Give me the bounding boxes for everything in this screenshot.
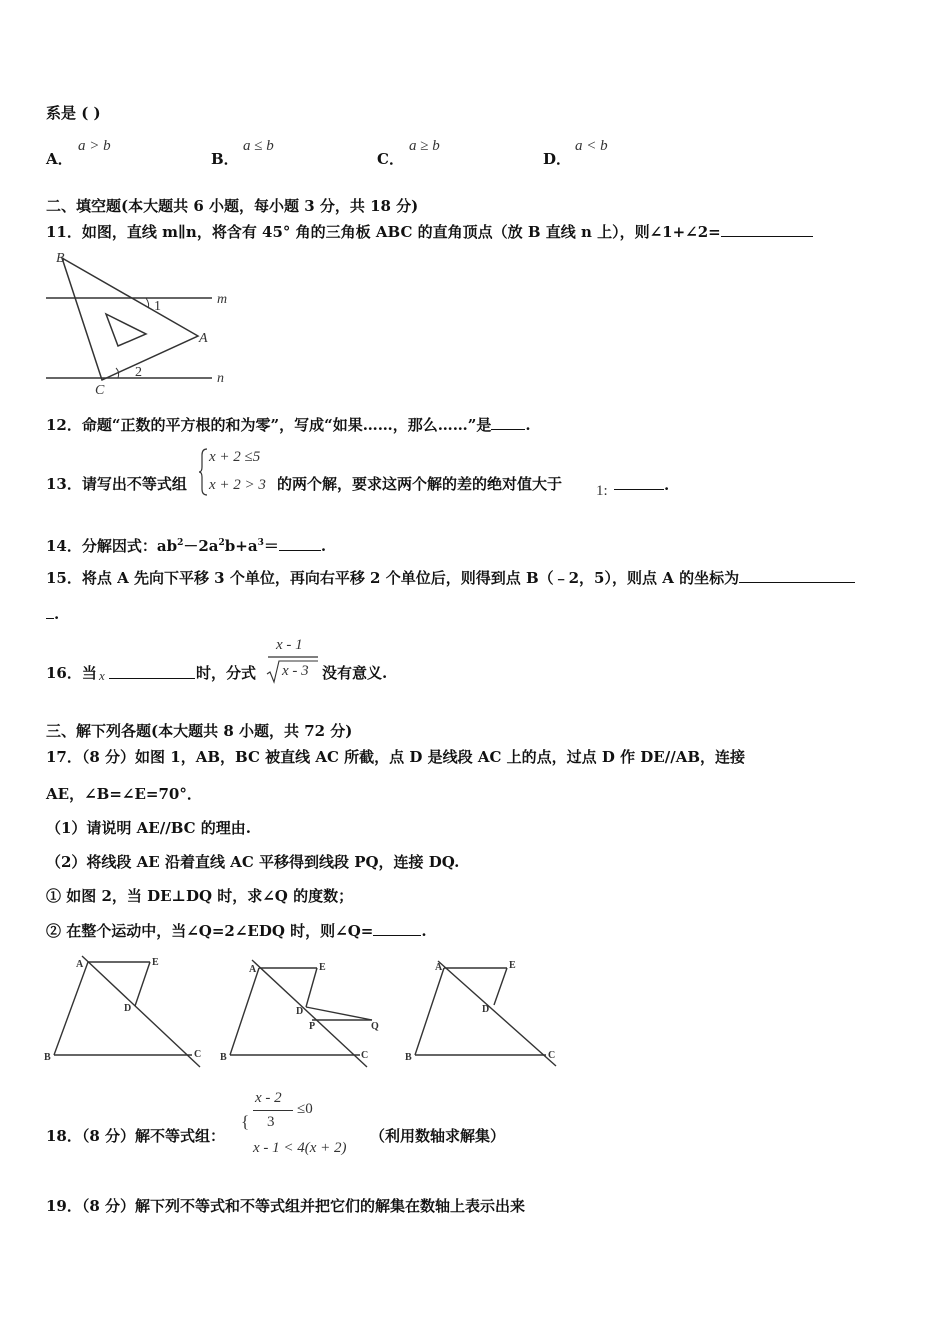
q16-mid: 时，分式: [196, 664, 257, 682]
q11-question: 11．如图，直线 m∥n，将含有 45° 角的三角板 ABC 的直角顶点（放 B 直线 n 上），则∠1+∠2=: [46, 223, 721, 241]
q16-var: x: [99, 668, 105, 683]
option-b-expr: a ≤ b: [243, 138, 274, 154]
q16-denominator: x - 3: [282, 663, 309, 679]
section-3-title: 三、解下列各题(本大题共 8 小题，共 72 分): [46, 722, 353, 740]
q14-text: [46, 534, 326, 555]
q10-tail: 系是 ( ): [46, 104, 101, 122]
q12-question: 12．命题“正数的平方根的和为零”，写成“如果……，那么……”是: [46, 416, 492, 434]
q13-prefix: 13．请写出不等式组: [46, 475, 187, 493]
fig2-label-c: C: [361, 1050, 369, 1061]
q17-figure-2: [215, 952, 390, 1072]
q15-text: [46, 568, 855, 587]
q12-text: [46, 415, 531, 434]
q13-end: .: [664, 476, 670, 494]
q17-sub-2-question: ② 在整个运动中，当∠Q=2∠EDQ 时，则∠Q=: [46, 922, 374, 940]
q17-part-1: （1）请说明 AE//BC 的理由.: [46, 819, 252, 837]
q15-answer-blank: [739, 568, 855, 583]
q18-fraction-denominator: 3: [267, 1114, 275, 1130]
q13-brace: [198, 447, 208, 497]
fig2-label-e: E: [319, 962, 326, 973]
fig1-label-e: E: [152, 957, 159, 968]
q15-line2: [46, 604, 59, 623]
q18-prefix: 18．（8 分）解不等式组：: [46, 1127, 226, 1145]
q13-answer-blank: [614, 475, 664, 490]
label-angle-2: 2: [135, 365, 142, 380]
q19-text: 19．（8 分）解下列不等式和不等式组并把它们的解集在数轴上表示出来: [46, 1197, 526, 1215]
label-a: A: [199, 331, 208, 346]
q12-end: .: [525, 416, 531, 434]
option-c-expr: a ≥ b: [409, 138, 440, 154]
q18-inequality-2: x - 1 < 4(x + 2): [253, 1140, 347, 1156]
triangle-abc: [62, 258, 198, 380]
q14-equals: ＝: [263, 537, 279, 555]
option-a-letter: A．: [46, 150, 73, 168]
q18-fraction-numerator: x - 2: [255, 1090, 282, 1106]
q13-suffix: 的两个解，要求这两个解的差的绝对值大于: [277, 475, 563, 493]
label-n: n: [217, 371, 224, 386]
fig3-label-d: D: [482, 1004, 490, 1015]
label-c: C: [95, 383, 105, 398]
q14-term-3: b+a: [224, 537, 258, 555]
fig2-label-p: P: [309, 1021, 316, 1032]
q14-end: .: [320, 537, 327, 555]
q16-answer: [109, 664, 195, 683]
q16-suffix: 没有意义.: [322, 664, 388, 682]
q15-end: .: [54, 605, 60, 623]
q14-exponent-2: 2: [218, 538, 225, 548]
q17-answer-blank: [373, 921, 421, 936]
q16-answer-blank: [109, 664, 195, 679]
q14-exponent-1: 2: [177, 538, 184, 548]
q15-answer-blank-2: [46, 604, 54, 619]
label-angle-1: 1: [154, 299, 161, 314]
q13-inequality-1: x + 2 ≤5: [209, 449, 261, 465]
triangle-inner: [106, 314, 146, 346]
q14-prefix: 14．分解因式：ab: [46, 537, 178, 555]
q17-sub-1: ① 如图 2，当 DE⊥DQ 时，求∠Q 的度数；: [46, 887, 354, 905]
q11-text: [46, 222, 813, 241]
q17-part-2: （2）将线段 AE 沿着直线 AC 平移得到线段 PQ，连接 DQ.: [46, 853, 460, 871]
q18-fraction-bar: [253, 1110, 293, 1111]
q18-brace: {: [241, 1112, 250, 1131]
fig1-label-a: A: [76, 959, 84, 970]
q17-line-2: AE，∠B=∠E=70°．: [46, 785, 202, 803]
fig3-label-a: A: [435, 962, 443, 973]
q13-answer: [614, 475, 669, 494]
label-m: m: [217, 292, 228, 307]
q18-inequality-1-rhs: ≤0: [297, 1101, 313, 1117]
fig2-label-a: A: [249, 964, 257, 975]
q16-numerator: x - 1: [276, 637, 303, 653]
q17-figure-1: [42, 952, 212, 1072]
q11-answer-blank: [721, 222, 813, 237]
fig3-label-e: E: [509, 960, 516, 971]
q17-line-1: 17．（8 分）如图 1，AB，BC 被直线 AC 所截，点 D 是线段 AC 上的点，过点 D 作 DE//AB，连接: [46, 748, 746, 766]
option-c-letter: C．: [377, 150, 404, 168]
q11-figure: [40, 248, 240, 398]
option-a-expr: a > b: [78, 138, 111, 154]
option-b-letter: B．: [211, 150, 239, 168]
option-d-expr: a < b: [575, 138, 608, 154]
q13-number: 1:: [596, 483, 608, 499]
fig1-label-d: D: [124, 1003, 132, 1014]
q14-exponent-3: 3: [257, 538, 264, 548]
fig1-label-b: B: [44, 1052, 51, 1063]
q18-suffix: （利用数轴求解集）: [370, 1127, 506, 1145]
q15-question: 15．将点 A 先向下平移 3 个单位，再向右平移 2 个单位后，则得到点 B（﹣2，5），则点 A 的坐标为: [46, 569, 740, 587]
fig3-label-b: B: [405, 1052, 412, 1063]
q12-answer-blank: [491, 415, 525, 430]
q17-sub-2-end: .: [421, 922, 427, 940]
option-d-letter: D．: [543, 150, 572, 168]
fig2-label-d: D: [296, 1006, 304, 1017]
q14-answer-blank: [279, 536, 321, 551]
fig2-label-q: Q: [371, 1021, 379, 1032]
label-b: B: [56, 251, 65, 266]
fig3-label-c: C: [548, 1050, 556, 1061]
fig2-label-b: B: [220, 1052, 227, 1063]
fig1-label-c: C: [194, 1049, 202, 1060]
q14-term-2: －2a: [183, 537, 219, 555]
q16-prefix: 16．当: [46, 664, 97, 682]
section-2-title: 二、填空题(本大题共 6 小题，每小题 3 分，共 18 分): [46, 197, 419, 215]
q17-sub-2: [46, 921, 427, 940]
q17-figure-3: [400, 952, 565, 1072]
q13-inequality-2: x + 2 > 3: [209, 477, 266, 493]
